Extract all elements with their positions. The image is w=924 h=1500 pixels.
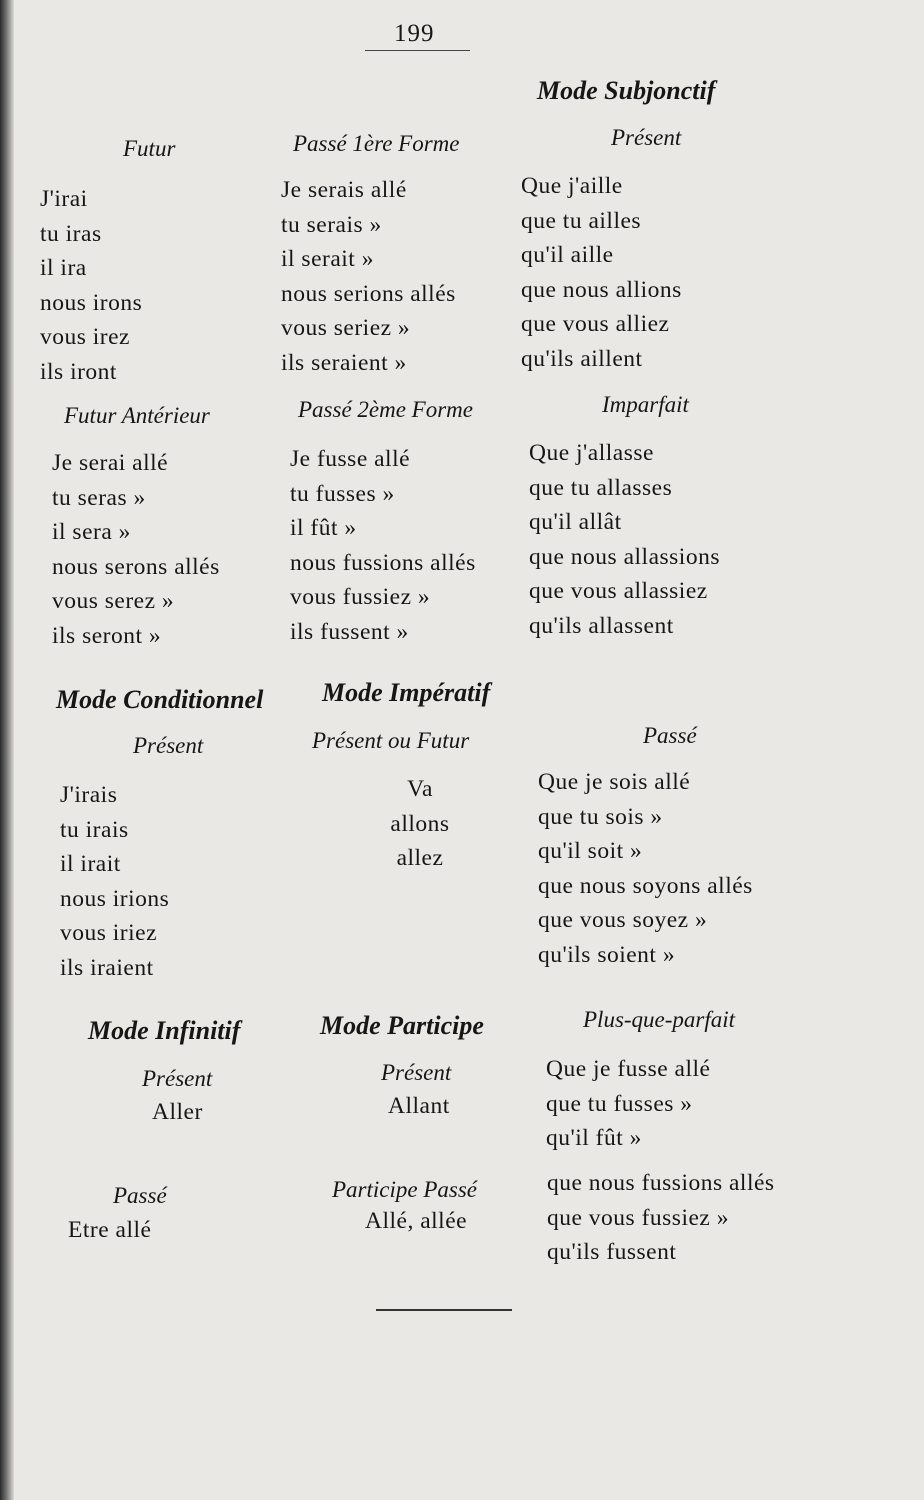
conditionnel-title: Mode Conditionnel bbox=[56, 685, 264, 714]
list-item: J'irai bbox=[40, 186, 88, 212]
list-item: que vous soyez » bbox=[538, 907, 708, 933]
list-item: allez bbox=[396, 845, 444, 871]
list-item: qu'ils allassent bbox=[529, 612, 674, 639]
page-number: 199 bbox=[394, 20, 435, 47]
list-item: qu'ils aillent bbox=[521, 345, 643, 372]
conditionnel-present-heading: Présent bbox=[133, 733, 204, 758]
list-item: que vous alliez bbox=[521, 311, 670, 337]
list-item: vous seriez » bbox=[281, 315, 411, 341]
list-item: qu'il fût » bbox=[546, 1125, 642, 1151]
list-item: tu fusses » bbox=[290, 480, 395, 507]
list-item: nous irions bbox=[60, 885, 170, 912]
list-item: tu serais » bbox=[281, 211, 382, 238]
participe-present-value: Allant bbox=[388, 1093, 450, 1119]
list-item: J'irais bbox=[60, 782, 118, 808]
infinitif-present-heading: Présent bbox=[142, 1066, 213, 1091]
list-item: Va bbox=[407, 776, 433, 802]
futur-anterieur-list bbox=[52, 446, 220, 653]
list-item: Que j'aille bbox=[521, 173, 623, 199]
list-item: Que je sois allé bbox=[538, 769, 691, 795]
closing-rule bbox=[376, 1309, 512, 1311]
participe-title: Mode Participe bbox=[320, 1011, 484, 1040]
plus-que-parfait-list-continued bbox=[547, 1166, 775, 1270]
list-item: qu'ils fussent bbox=[547, 1239, 677, 1265]
imperatif-heading: Présent ou Futur bbox=[312, 728, 470, 753]
passe-2eme-forme-heading: Passé 2ème Forme bbox=[298, 397, 474, 422]
list-item: que tu allasses bbox=[529, 474, 673, 501]
participe-present-heading: Présent bbox=[381, 1060, 452, 1085]
list-item: vous fussiez » bbox=[290, 584, 431, 610]
list-item: vous serez » bbox=[52, 588, 175, 614]
list-item: ils fussent » bbox=[290, 618, 409, 645]
list-item: que nous soyons allés bbox=[538, 872, 753, 899]
list-item: tu iras bbox=[40, 220, 102, 247]
list-item: il ira bbox=[40, 255, 87, 281]
subjonctif-passe-list bbox=[538, 765, 753, 972]
plus-que-parfait-list bbox=[546, 1052, 710, 1156]
plus-que-parfait-heading: Plus-que-parfait bbox=[583, 1007, 736, 1032]
infinitif-title: Mode Infinitif bbox=[88, 1016, 241, 1045]
list-item: Je serais allé bbox=[281, 177, 407, 203]
subjonctif-imparfait-list bbox=[529, 436, 720, 643]
list-item: qu'il soit » bbox=[538, 838, 643, 864]
list-item: que tu ailles bbox=[521, 207, 642, 234]
list-item: il fût » bbox=[290, 515, 357, 541]
list-item: nous fussions allés bbox=[290, 549, 476, 576]
list-item: vous iriez bbox=[60, 920, 158, 946]
subjonctif-title: Mode Subjonctif bbox=[537, 76, 716, 105]
subjonctif-present-heading: Présent bbox=[611, 125, 682, 150]
list-item: il serait » bbox=[281, 246, 374, 272]
list-item: ils seront » bbox=[52, 622, 162, 649]
list-item: que nous allions bbox=[521, 276, 682, 303]
participe-passe-value: Allé, allée bbox=[365, 1208, 468, 1234]
list-item: ils iront bbox=[40, 358, 117, 385]
list-item: allons bbox=[390, 810, 450, 837]
page-number-rule bbox=[365, 50, 470, 51]
list-item: qu'il allât bbox=[529, 509, 622, 535]
futur-list bbox=[40, 182, 142, 389]
list-item: Je fusse allé bbox=[290, 446, 411, 472]
list-item: Que j'allasse bbox=[529, 440, 654, 466]
list-item: nous irons bbox=[40, 289, 143, 316]
infinitif-passe-heading: Passé bbox=[113, 1183, 167, 1208]
subjonctif-passe-heading: Passé bbox=[643, 723, 697, 748]
list-item: que nous allassions bbox=[529, 543, 720, 570]
list-item: Je serai allé bbox=[52, 450, 169, 476]
list-item: tu irais bbox=[60, 816, 129, 843]
list-item: il sera » bbox=[52, 519, 131, 545]
list-item: Que je fusse allé bbox=[546, 1056, 711, 1082]
list-item: ils iraient bbox=[60, 954, 154, 981]
list-item: que vous fussiez » bbox=[547, 1204, 729, 1231]
list-item: que nous fussions allés bbox=[547, 1170, 775, 1196]
list-item: vous irez bbox=[40, 324, 130, 350]
list-item: qu'il aille bbox=[521, 242, 614, 268]
list-item: qu'ils soient » bbox=[538, 941, 676, 968]
futur-heading: Futur bbox=[123, 136, 176, 161]
list-item: ils seraient » bbox=[281, 349, 407, 376]
passe-1ere-forme-heading: Passé 1ère Forme bbox=[293, 131, 460, 156]
list-item: tu seras » bbox=[52, 484, 146, 511]
subjonctif-imparfait-heading: Imparfait bbox=[602, 392, 689, 417]
list-item: nous serons allés bbox=[52, 553, 220, 580]
infinitif-present-value: Aller bbox=[152, 1099, 203, 1125]
participe-passe-heading: Participe Passé bbox=[332, 1177, 477, 1202]
conditionnel-present-list bbox=[60, 778, 169, 985]
list-item: que vous allassiez bbox=[529, 578, 708, 604]
subjonctif-present-list bbox=[521, 169, 682, 376]
list-item: il irait bbox=[60, 851, 121, 877]
imperatif-list bbox=[360, 772, 480, 876]
list-item: nous serions allés bbox=[281, 280, 456, 307]
list-item: que tu fusses » bbox=[546, 1090, 693, 1117]
infinitif-passe-value: Etre allé bbox=[68, 1217, 152, 1243]
passe-1ere-forme-list bbox=[281, 173, 456, 380]
futur-anterieur-heading: Futur Antérieur bbox=[64, 403, 210, 428]
list-item: que tu sois » bbox=[538, 803, 663, 830]
page-binding-edge bbox=[0, 0, 14, 1500]
passe-2eme-forme-list bbox=[290, 442, 476, 649]
imperatif-title: Mode Impératif bbox=[322, 678, 491, 707]
